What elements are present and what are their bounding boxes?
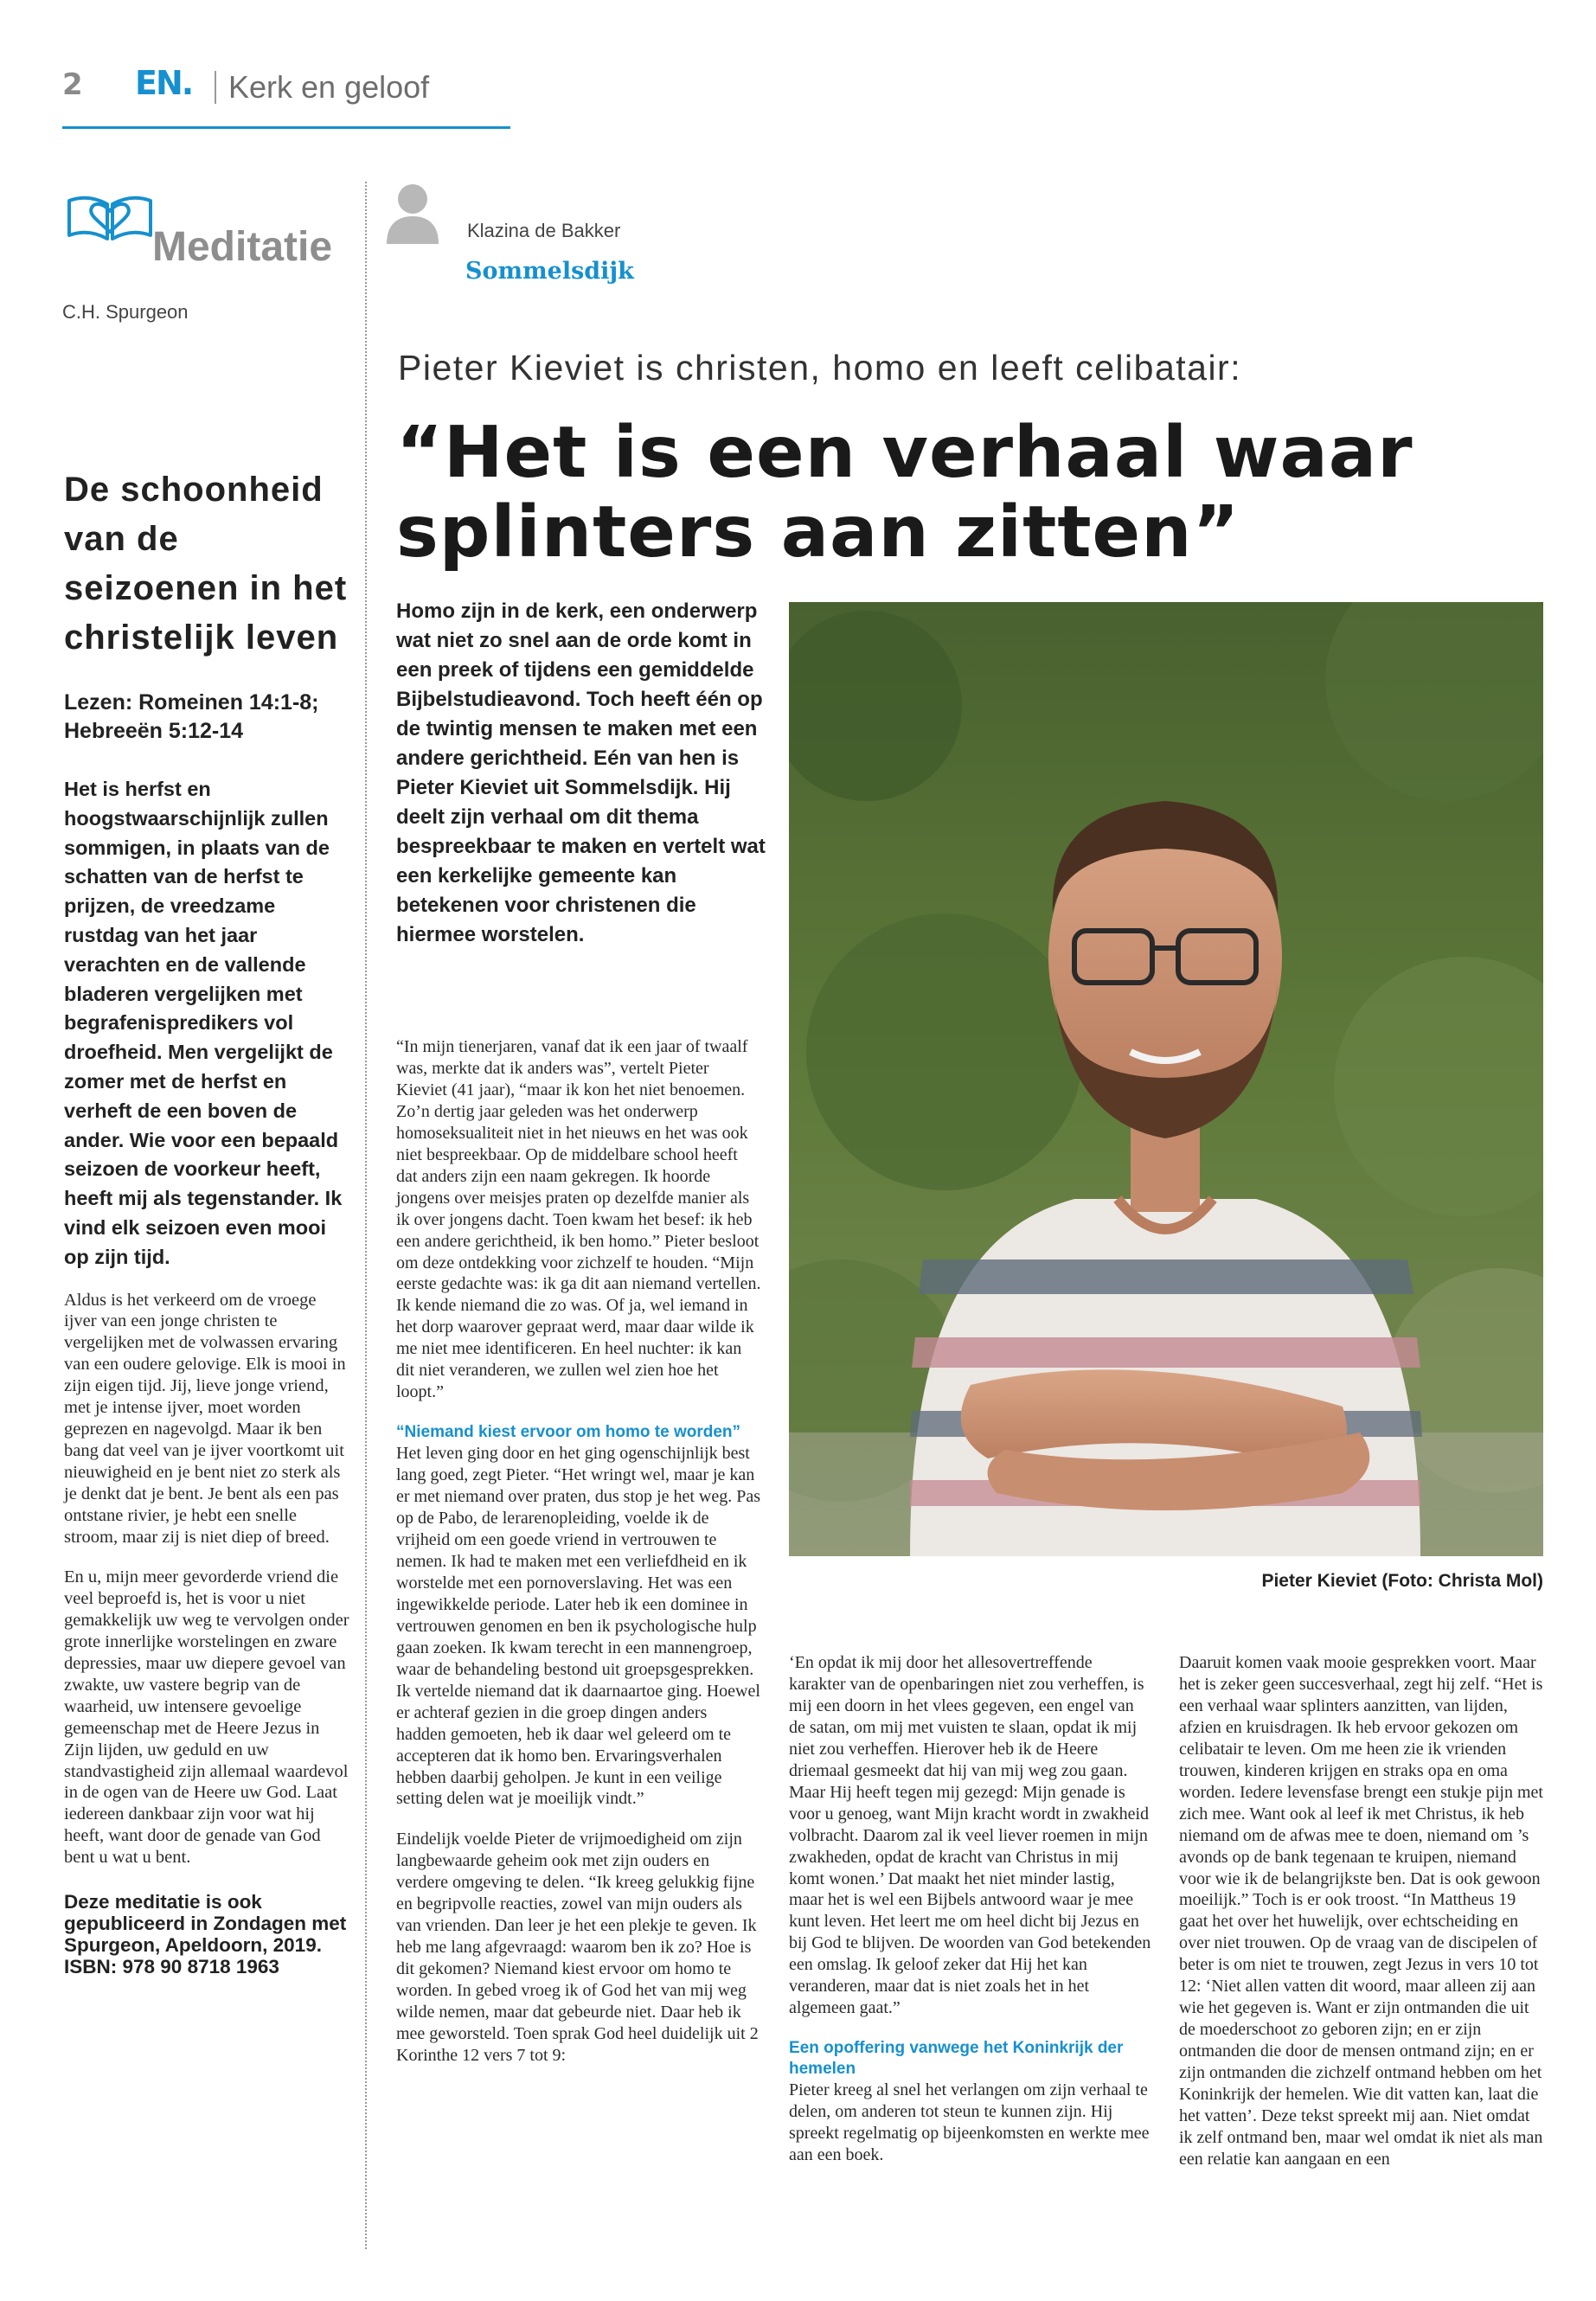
meditation-paragraph: Aldus is het verkeerd om de vroege ijver van een jonge christen te vergelijken met de volwassen ervaring van een oudere gelovige. Elk is mooi in zijn eigen tijd. Jij, lieve jonge vriend, met je intense ijver, moet worden geprezen en nagevolgd. Maar ik ben bang dat veel van je ijver voortkomt uit nieuwigheid en je bent niet zo sterk als je denkt dat je bent. Je bent als een pas ontstane rivier, je hebt een snelle stroom, maar zij is niet diep of breed. — [64, 1290, 346, 1547]
photo-caption: Pieter Kieviet (Foto: Christa Mol) — [1261, 1571, 1543, 1591]
portrait-illustration — [789, 602, 1543, 1556]
article-dateline: Sommelsdijk — [465, 258, 634, 285]
header-rule — [62, 126, 510, 129]
meditation-author: C.H. Spurgeon — [62, 301, 189, 323]
article-paragraph: Eindelijk voelde Pieter de vrijmoedigheid om zijn langbewaarde geheim ook met zijn ouders en verdere omgeving te delen. “Ik kreeg gelukkig fijne en begripvolle reacties, zowel van mijn ouders als van vrienden. Dan leer je het een plekje te geven. Ik heb me lang afgevraagd: waarom ben ik zo? Hoe is dit gekomen? Niemand kiest ervoor om homo te worden. In gebed vroeg ik of God het van mij weg wilde nemen, maar dat gebeurde niet. Daar heb ik mee geworsteld. Toen sprak God heel duidelijk uit 2 Korinthe 12 vers 7 tot 9: — [396, 1830, 759, 2065]
article-subheading: Een opoffering vanwege het Koninkrijk der hemelen — [789, 2039, 1124, 2079]
meditation-label: Meditatie — [152, 224, 333, 270]
article-paragraph: “In mijn tienerjaren, vanaf dat ik een jaar of twaalf was, merkte dat ik anders was”, vertelt Pieter Kieviet (41 jaar), “maar ik kon het niet benoemen. Zo’n dertig jaar geleden was het onderwerp homoseksualiteit niet in het nieuws en het was ook niet bespreekbaar. Op de middelbare school heeft dat anders zijn een naam gekregen. Ik hoorde jongens over meisjes praten op dezelfde manier als ik over jongens dacht. Toen kwam het besef: ik heb een andere gerichtheid, ik ben homo.” Pieter besloot om deze ontdekking voor zichzelf te houden. “Mijn eerste gedachte was: ik ga dit aan niemand vertellen. Ik kende niemand die zo was. Of ja, wel iemand in het dorp waarover gepraat werd, maar daar wilde ik me niet mee identificeren. En heel nuchter: ik kan dit niet veranderen, we zullen wel zien hoe het loopt.” — [396, 1037, 761, 1402]
article-column-3 — [1179, 1652, 1544, 2170]
meditation-footer: Deze meditatie is ook gepubliceerd in Zondagen met Spurgeon, Apeldoorn, 2019. ISBN: 978 90 8718 1963 — [64, 1891, 347, 1978]
newspaper-logo: EN. — [135, 64, 193, 102]
page-number: 2 — [62, 67, 83, 102]
meditation-body — [64, 1290, 349, 1869]
author-avatar-icon — [385, 182, 440, 244]
meditation-intro: Het is herfst en hoogstwaarschijnlijk zullen sommigen, in plaats van de schatten van de herfst te prijzen, de vreedzame rustdag van het jaar verachten en de vallende bladeren vergelijken met begrafenispredikers vol droefheid. Men vergelijkt de zomer met de herfst en verheft de een boven de ander. Wie voor een bepaald seizoen de voorkeur heeft, heeft mij als tegenstander. Ik vind elk seizoen even mooi op zijn tijd. — [64, 778, 343, 1268]
article-paragraph: Daaruit komen vaak mooie gesprekken voort. Maar het is zeker geen succesverhaal, zegt hij zelf. “Het is een verhaal waar splinters aanzitten, van lijden, afzien en kruisdragen. Ik heb ervoor gekozen om celibatair te leven. Om me heen zie ik vrienden trouwen, kinderen krijgen en straks opa en oma worden. Iedere levensfase brengt een stukje pijn met zich mee. Want ook al leef ik met Christus, ik heb niemand om de afwas mee te doen, niemand om ’s avonds op de bank tegenaan te kruipen, niemand voor wie ik de belangrijkste ben. Dat is ook gewoon moeilijk.” Toch is er ook troost. “In Mattheus 19 gaat het over het huwelijk, over echtscheiding en over niet trouwen. Op de vraag van de discipelen of beter is om niet te trouwen, zegt Jezus in vers 10 tot 12: ‘Niet allen vatten dit woord, maar alleen zij aan wie het gegeven is. Want er zijn ontmanden die uit de moederschoot zo geboren zijn; en er zijn ontmanden die door de mensen ontmand zijn; en er zijn ontmanden die zichzelf ontmand hebben om het Koninkrijk der hemelen. Wie dit vatten kan, laat die het vatten’. Deze tekst spreekt mij aan. Niet omdat ik zelf ontmand ben, maar wel omdat ik niet als man een relatie kan aangaan en een — [1179, 1653, 1543, 2169]
header-separator — [215, 71, 216, 104]
article-column-2 — [789, 1652, 1152, 2166]
column-divider — [365, 182, 367, 2249]
article-photo — [789, 602, 1543, 1556]
article-paragraph: ‘En opdat ik mij door het allesovertreffende karakter van de openbaringen niet zou verheffen, is mij een doorn in het vlees gegeven, een engel van de satan, om mij met vuisten te slaan, opdat ik mij niet zou verheffen. Hierover heb ik de Heere driemaal gesmeekt dat hij van mij weg zou gaan. Maar Hij heeft tegen mij gezegd: Mijn genade is voor u genoeg, want Mijn kracht wordt in zwakheid volbracht. Daarom zal ik veel liever roemen in mijn zwakheden, opdat de kracht van Christus in mij komt wonen.’ Dat maakt het niet minder lastig, maar het is wel een Bijbels antwoord waar je mee kunt leven. Het leert me om heel dicht bij Jezus en bij God te blijven. De woorden van God betekenden een omslag. Ik geloof zeker dat Hij het kan veranderen, maar dat is niet zoals het in het algemeen gaat.” — [789, 1653, 1151, 2018]
open-book-heart-icon — [62, 182, 157, 251]
article-headline: “Het is een verhaal waar splinters aan zitten” — [396, 412, 1413, 574]
meditation-column — [64, 465, 349, 1977]
article-column-1 — [396, 1036, 761, 2067]
article-subheading: “Niemand kiest ervoor om homo te worden” — [396, 1423, 741, 1442]
meditation-reading: Lezen: Romeinen 14:1-8; Hebreeën 5:12-14 — [64, 690, 319, 743]
article-author: Klazina de Bakker — [467, 220, 621, 241]
article-paragraph: Pieter kreeg al snel het verlangen om zijn verhaal te delen, om anderen tot steun te kunnen zijn. Hij spreekt regelmatig op bijeenkomsten en werkte mee aan een boek. — [789, 2080, 1150, 2165]
meditation-title: De schoonheid van de seizoenen in het christelijk leven — [64, 471, 348, 657]
section-title: Kerk en geloof — [228, 69, 430, 105]
article-paragraph: Het leven ging door en het ging ogenschijnlijk best lang goed, zegt Pieter. “Het wringt wel, maar je kan er met niemand over praten, dus stop je het weg. Pas op de Pabo, de lerarenopleiding, voelde ik de vrijheid om een goede vriend in vertrouwen te nemen. Ik had te maken met een verliefdheid en ik worstelde met een pornoverslaving. Het was een ingewikkelde periode. Later heb ik een dominee in vertrouwen genomen en ben ik psychologische hulp gaan zoeken. Ik kwam terecht in een mannengroep, waar de behandeling bestond uit groepsgesprekken. Ik vertelde niemand dat ik daarnaartoe ging. Hoewel er achteraf gezien in die groep dingen anders hadden gemoeten, heb ik daar wel geleerd om te accepteren dat ik homo ben. Ervaringsverhalen hebben daarbij geholpen. Je kunt in een veilige setting delen wat je moeilijk vindt.” — [396, 1444, 760, 1809]
meditation-paragraph: En u, mijn meer gevorderde vriend die veel beproefd is, het is voor u niet gemakkelijk uw weg te vervolgen onder grote innerlijke worstelingen en zware depressies, maar uw diepere gevoel van zwakte, uw vastere begrip van de waarheid, uw intensere gevoelige gemeenschap met de Heere Jezus in Zijn lijden, uw geduld en uw standvastigheid zijn allemaal waardevol in de ogen van de Heere uw God. Laat iedereen dankbaar zijn voor wat hij heeft, want door de genade van God bent u wat u bent. — [64, 1567, 349, 1868]
article-kicker: Pieter Kieviet is christen, homo en leeft celibatair: — [398, 348, 1242, 388]
article-lead: Homo zijn in de kerk, een onderwerp wat niet zo snel aan de orde komt in een preek of tijdens een gemiddelde Bijbelstudieavond. Toch heeft één op de twintig mensen te maken met een andere gerichtheid. Eén van hen is Pieter Kieviet uit Sommelsdijk. Hij deelt zijn verhaal om dit thema bespreekbaar te maken en vertelt wat een kerkelijke gemeente kan betekenen voor christenen die hiermee worstelen. — [396, 599, 766, 946]
